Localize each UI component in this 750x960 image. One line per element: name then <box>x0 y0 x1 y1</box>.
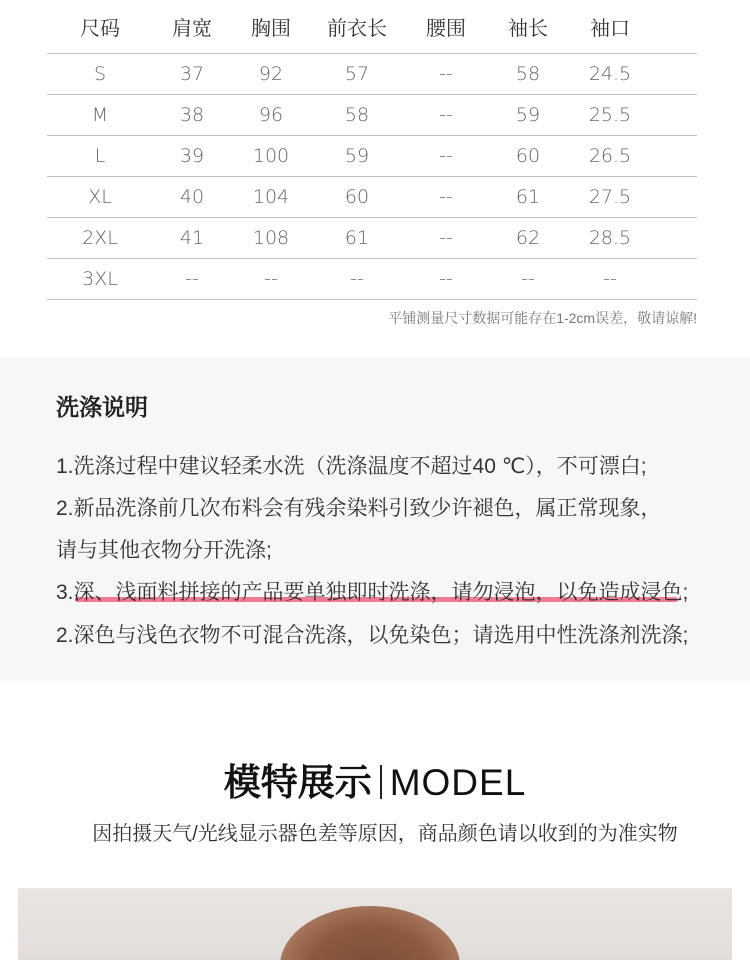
table-cell: 28.5 <box>588 227 632 249</box>
table-cell: 61 <box>515 186 541 208</box>
table-cell: 59 <box>344 145 370 167</box>
washing-line: 3.深、浅面料拼接的产品要单独即时洗涤，请勿浸泡，以免造成浸色; <box>56 581 689 604</box>
table-cell: -- <box>439 186 453 208</box>
table-cell: -- <box>350 268 364 290</box>
table-cell: 100 <box>252 145 290 167</box>
table-cell: 2XL <box>82 227 118 249</box>
table-cell: -- <box>521 268 535 290</box>
header-chest: 胸围 <box>251 18 291 40</box>
table-row <box>47 136 697 177</box>
model-title-cn: 模特展示 <box>223 762 372 803</box>
header-cuff: 袖口 <box>590 18 630 40</box>
table-cell: 60 <box>344 186 370 208</box>
header-waist: 腰围 <box>426 18 466 40</box>
title-divider <box>380 765 382 799</box>
size-table <box>47 0 697 300</box>
table-cell: -- <box>439 268 453 290</box>
table-cell: 40 <box>179 186 205 208</box>
washing-title: 洗涤说明 <box>56 394 148 420</box>
table-row <box>47 218 697 259</box>
table-cell: -- <box>439 145 453 167</box>
table-cell: 37 <box>179 63 205 85</box>
table-cell: 24.5 <box>588 63 632 85</box>
table-cell: -- <box>439 227 453 249</box>
model-title-en: MODEL <box>389 762 527 803</box>
table-cell: -- <box>603 268 617 290</box>
table-row <box>47 177 697 218</box>
table-cell: 92 <box>258 63 284 85</box>
table-cell: 57 <box>344 63 370 85</box>
table-row <box>47 54 697 95</box>
model-photo <box>18 888 732 960</box>
washing-line: 2.新品洗涤前几次布料会有残余染料引致少许褪色，属正常现象， <box>56 497 662 520</box>
model-section-title <box>0 752 750 806</box>
header-size: 尺码 <box>80 18 120 40</box>
model-subtitle: 因拍摄天气/光线显示器色差等原因，商品颜色请以收到的为准实物 <box>92 823 678 845</box>
table-cell: 58 <box>515 63 541 85</box>
washing-line: 1.洗涤过程中建议轻柔水洗（洗涤温度不超过40 ℃），不可漂白; <box>56 455 647 478</box>
table-cell: 59 <box>515 104 541 126</box>
table-cell: 3XL <box>82 268 118 290</box>
table-cell: 60 <box>515 145 541 167</box>
table-row <box>47 95 697 136</box>
table-cell: 26.5 <box>588 145 632 167</box>
table-cell: 27.5 <box>588 186 632 208</box>
washing-instructions <box>0 357 750 681</box>
size-table-header <box>47 0 697 54</box>
table-row <box>47 259 697 300</box>
table-cell: 104 <box>252 186 290 208</box>
table-cell: L <box>94 145 106 167</box>
header-sleeve: 袖长 <box>508 18 548 40</box>
table-cell: 61 <box>344 227 370 249</box>
header-shoulder: 肩宽 <box>172 18 212 40</box>
table-cell: 25.5 <box>588 104 632 126</box>
table-cell: -- <box>439 104 453 126</box>
table-cell: XL <box>88 186 112 208</box>
table-cell: 108 <box>252 227 290 249</box>
model-hair-graphic <box>280 906 460 960</box>
table-cell: 38 <box>179 104 205 126</box>
table-cell: S <box>93 63 107 85</box>
table-cell: -- <box>439 63 453 85</box>
table-cell: 39 <box>179 145 205 167</box>
washing-line: 2.深色与浅色衣物不可混合洗涤，以免染色；请选用中性洗涤剂洗涤; <box>56 624 689 647</box>
table-cell: 96 <box>258 104 284 126</box>
table-cell: M <box>91 104 109 126</box>
table-cell: 41 <box>179 227 205 249</box>
washing-line: 请与其他衣物分开洗涤; <box>56 539 272 562</box>
table-cell: 58 <box>344 104 370 126</box>
header-length: 前衣长 <box>327 18 387 40</box>
table-cell: -- <box>264 268 278 290</box>
table-cell: -- <box>185 268 199 290</box>
table-cell: 62 <box>515 227 541 249</box>
size-measurement-note: 平铺测量尺寸数据可能存在1-2cm误差，敬请谅解! <box>388 310 697 326</box>
